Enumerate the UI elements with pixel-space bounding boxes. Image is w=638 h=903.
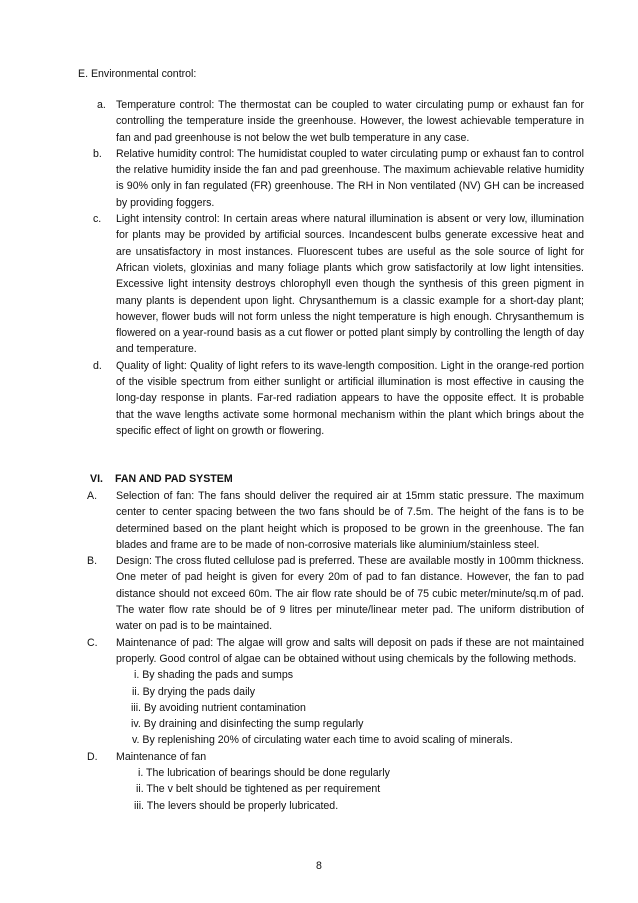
list-item-c	[0, 211, 638, 358]
item-marker: C.	[87, 636, 98, 649]
section-e-title: E. Environmental control:	[78, 68, 197, 80]
item-marker: c.	[93, 213, 102, 226]
section-title: FAN AND PAD SYSTEM	[114, 473, 233, 485]
item-marker: d.	[93, 359, 102, 372]
sub-item: ii. The v belt should be tightened as per requirement	[136, 783, 381, 796]
item-text: Quality of light: Quality of light refers to its wave-length composition. Light in the orange-red portion of the visible spectrum from either sunlight or artificial illumination is most effective in causing the long-day response in plants. Far-red radiation appears to have the opposite effect. It is probable that the wave lengths activate some hormonal mechanism within the plant which brings about the specific effect of light on growth or flowering.	[116, 359, 584, 437]
sub-item: iv. By draining and disinfecting the sump regularly	[131, 718, 364, 731]
item-text: Temperature control: The thermostat can be coupled to water circulating pump or exhaust fan for controlling the temperature inside the greenhouse. However, the lowest achievable temperature in fan and pad greenhouse is not below the wet bulb temperature in any case.	[116, 99, 584, 144]
item-text: Maintenance of fan	[116, 750, 207, 763]
list-item-b	[0, 146, 638, 211]
section-vi-list	[0, 488, 638, 814]
sub-item: i. By shading the pads and sumps	[134, 669, 294, 682]
page-number: 8	[316, 860, 322, 872]
item-marker: b.	[93, 147, 102, 160]
list-item-B	[0, 553, 638, 634]
item-marker: A.	[87, 490, 98, 502]
list-item-A	[0, 488, 638, 553]
sub-item: iii. The levers should be properly lubricated.	[134, 799, 339, 812]
section-e-list	[0, 97, 638, 439]
item-text: Selection of fan: The fans should deliver the required air at 15mm static pressure. The maximum center to center spacing between the two fans should be of 7.5m. The height of the fans is to be determined based on the plant height which is proposed to be grown in the greenhouse. The fan blades and frame are to be made of non-corrosive materials like aluminium/stainless steel.	[116, 490, 584, 551]
sub-item: v. By replenishing 20% of circulating water each time to avoid scaling of minerals.	[132, 734, 513, 747]
item-marker: B.	[87, 555, 98, 568]
item-marker: D.	[87, 750, 98, 763]
item-text: Design: The cross fluted cellulose pad is preferred. These are available mostly in 100mm thickness. One meter of pad height is given for every 20m of pad to fan distance. However, the fan to pad distance should not exceed 60m. The air flow rate should be of 75 cubic meter/minute/sq.m of pad. The water flow rate should be of 9 litres per minute/linear meter pad. The uniform distribution of water on pad is to be maintained.	[116, 555, 584, 633]
list-item-C	[0, 635, 638, 668]
list-item-d	[0, 358, 638, 439]
sub-item: iii. By avoiding nutrient contamination	[131, 701, 306, 714]
item-text: Light intensity control: In certain areas where natural illumination is absent or very low, illumination for plants may be provided by artificial sources. Incandescent bulbs generate excessive heat and are unsatisfactory in most instances. Fluorescent tubes are useful as the sole source of light for African violets, gloxinias and many foliage plants which grow satisfactorily at low light intensities. Excessive light intensity destroys chlorophyll even though the synthesis of this green pigment in many plants is dependent upon light. Chrysanthemum is a classic example for a short-day plant; however, flower buds will not form unless the night temperature is high enough. Chrysanthemum is flowered on a year-round basis as a cut flower or potted plant simply by controlling the length of day and temperature.	[116, 213, 584, 356]
section-number: VI.	[90, 473, 103, 485]
sub-item: i. The lubrication of bearings should be done regularly	[138, 767, 390, 780]
sub-item: ii. By drying the pads daily	[132, 685, 256, 698]
list-item-D	[0, 749, 638, 765]
item-text: Relative humidity control: The humidistat coupled to water circulating pump or exhaust fan to control the relative humidity inside the fan and pad greenhouse. The maximum achievable relative humidity is 90% only in fan regulated (FR) greenhouse. The RH in Non ventilated (NV) GH can be increased by providing foggers.	[116, 147, 584, 209]
list-item-a	[0, 97, 638, 146]
item-text: Maintenance of pad: The algae will grow and salts will deposit on pads if these are not maintained properly. Good control of algae can be obtained without using chemicals by the following methods.	[116, 636, 584, 665]
item-marker: a.	[97, 99, 106, 111]
section-vi-heading	[90, 471, 233, 487]
